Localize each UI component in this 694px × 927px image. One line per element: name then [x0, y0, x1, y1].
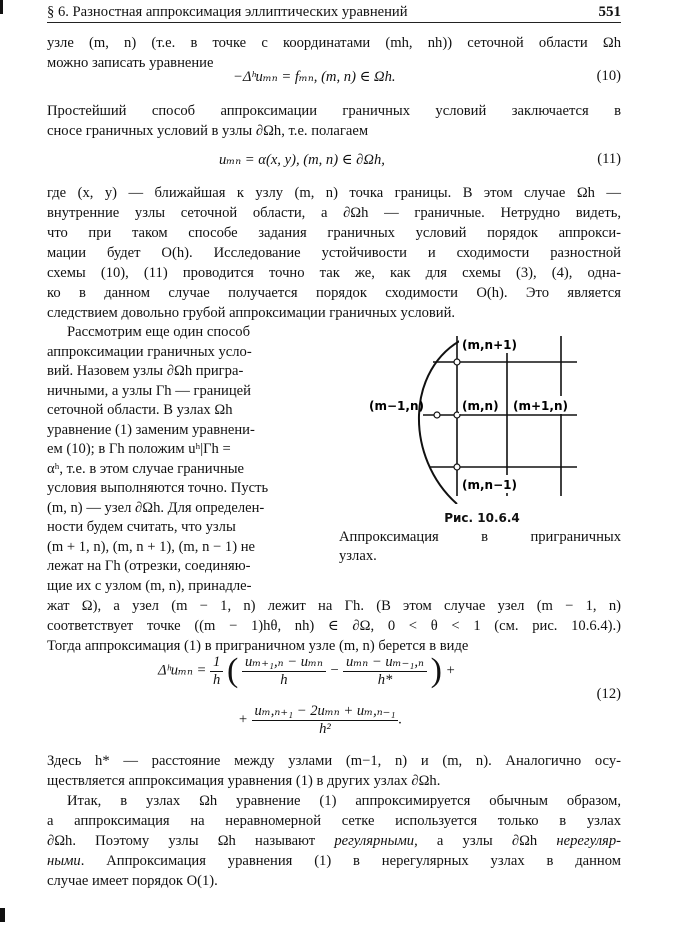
text-line: что при таком способе задания граничных условий порядок аппрокси- — [47, 225, 621, 241]
term-irregular-end: ными — [47, 853, 81, 869]
eq12-plus2: + — [238, 711, 248, 728]
eq12-dot: . — [398, 711, 403, 728]
text-line: лежат на Γh (отрезки, соединяю- — [47, 558, 251, 574]
text-span: . Аппроксимация уравнения (1) в нерегулярных узлах в данном — [80, 853, 621, 869]
equation-number-12: (12) — [596, 686, 621, 702]
text-line: αʰ, т.е. в этом случае граничные — [47, 461, 245, 477]
scan-mark-bottom — [0, 908, 5, 922]
equation-12-row1 — [158, 652, 455, 690]
text-line: мации будет O(h). Исследование устойчивости и сходимости разностной — [47, 245, 621, 261]
equation-11: uₘₙ = α(x, y), (m, n) ∈ ∂Ωh, — [219, 152, 385, 168]
text-line: щие их с узлом (m, n), принадле- — [47, 578, 252, 594]
text-line: ности будем считать, что узлы — [47, 519, 236, 535]
text-line: случае имеет порядок O(1). — [47, 873, 218, 889]
label-node-bottom: (m,n−1) — [462, 478, 517, 492]
text-line: Здесь h* — расстояние между узлами (m−1, n) и (m, n). Аналогично осу- — [47, 753, 621, 769]
grid-figure — [365, 328, 621, 504]
eq12-frac-c: $\frac{\text{uₘ,ₙ₊₁ − 2uₘₙ + uₘ,ₙ₋₁}}{\text{h²}}$ — [252, 702, 399, 738]
label-node-right: (m+1,n) — [513, 399, 568, 413]
text-line: вий. Назовем узлы ∂Ωh пригра- — [47, 363, 244, 379]
figure-caption-title — [382, 509, 582, 528]
equation-number-11: (11) — [597, 151, 621, 167]
text-line: Простейший способ аппроксимации граничных условий заключается в — [47, 103, 621, 119]
term-irregular: нерегуляр- — [556, 833, 621, 849]
node-top — [454, 359, 460, 365]
text-line: схемы (10), (11) проводится точно так же, как для схемы (3), (4), одна- — [47, 265, 621, 281]
eq12-frac-b: $\frac{\text{uₘₙ − uₘ₋₁,ₙ}}{h*}$ — [343, 653, 427, 689]
text-line — [47, 851, 621, 871]
section-title: § 6. Разностная аппроксимация эллиптических уравнений — [47, 4, 408, 20]
scan-mark-top — [0, 0, 3, 14]
equation-12-row2 — [238, 702, 402, 738]
header-rule — [47, 22, 621, 23]
text-line: сносе граничных условий в узлы ∂Ωh, т.е. полагаем — [47, 123, 369, 139]
term-regular: регулярными — [334, 833, 415, 849]
text-line: а аппроксимация на неравномерной сетке используется только в узлах — [47, 813, 621, 829]
text-line: соответствует точке ((m − 1)hθ, nh) ∈ ∂Ω, 0 < θ < 1 (см. рис. 10.6.4).) — [47, 618, 621, 634]
equation-10: −Δʰuₘₙ = fₘₙ, (m, n) ∈ Ωh. — [233, 69, 396, 85]
text-line: условия выполняются точно. Пусть — [47, 480, 269, 496]
text-line: жат Ω), а узел (m − 1, n) лежит на Γh. (В этом случае узел (m − 1, n) — [47, 598, 621, 614]
text-span: ∂Ωh. Поэтому узлы Ωh называют — [47, 833, 335, 849]
eq12-frac-1h: $\frac{1}{h}$ — [210, 654, 223, 689]
eq12-right-paren: ) — [430, 652, 442, 689]
figure-caption-line: Аппроксимация в приграничных — [339, 529, 621, 545]
text-line — [47, 831, 621, 851]
eq12-left-paren: ( — [226, 652, 239, 689]
text-line: ем (10); в Γh положим uʰ|Γh = — [47, 441, 231, 457]
text-line: Итак, в узлах Ωh уравнение (1) аппроксимируется обычным образом, — [67, 793, 621, 809]
text-line: (m, n) — узел ∂Ωh. Для определен- — [47, 500, 265, 516]
text-line: ничными, а узлы Γh — границей — [47, 383, 251, 399]
label-node-center: (m,n) — [462, 399, 499, 413]
running-header — [47, 4, 621, 24]
eq12-minus: − — [329, 662, 340, 679]
eq12-plus: + — [445, 662, 456, 679]
text-span: , а узлы ∂Ωh — [414, 833, 557, 849]
figure-caption-line: узлах. — [339, 548, 377, 564]
text-line: уравнение (1) заменим уравнени- — [47, 422, 255, 438]
text-line: (m + 1, n), (m, n + 1), (m, n − 1) не — [47, 539, 255, 555]
text-line: следствием довольно грубой аппроксимации граничных условий. — [47, 305, 456, 321]
eq12-lhs: Δʰuₘₙ = — [158, 662, 207, 679]
page-number: 551 — [598, 4, 621, 20]
text-line: можно записать уравнение — [47, 55, 214, 71]
label-node-top: (m,n+1) — [462, 338, 517, 352]
text-line: ществляется аппроксимация уравнения (1) в других узлах ∂Ωh. — [47, 773, 441, 789]
text-line: внутренние узлы сеточной области, а ∂Ωh — граничные. Нетрудно видеть, — [47, 205, 621, 221]
node-bottom — [454, 464, 460, 470]
equation-number-10: (10) — [596, 68, 621, 84]
eq12-frac-a: $\frac{\text{uₘ₊₁,ₙ − uₘₙ}}{h}$ — [242, 653, 326, 689]
text-line: Тогда аппроксимация (1) в приграничном узле (m, n) берется в виде — [47, 638, 469, 654]
label-node-left: (m−1,n) — [369, 399, 424, 413]
text-line: сеточной области. В узлах Ωh — [47, 402, 233, 418]
text-line: ко в данном случае получается порядок сходимости O(h). Это является — [47, 285, 621, 301]
node-left — [434, 412, 440, 418]
text-line: где (x, y) — ближайшая к узлу (m, n) точка границы. В этом случае Ωh — — [47, 185, 621, 201]
text-line: аппроксимации граничных усло- — [47, 344, 252, 360]
text-line: Рассмотрим еще один способ — [67, 324, 250, 340]
caption-title: Рис. 10.6.4 — [444, 511, 520, 525]
text-line: узле (m, n) (т.е. в точке с координатами (mh, nh)) сеточной области Ωh — [47, 35, 621, 51]
